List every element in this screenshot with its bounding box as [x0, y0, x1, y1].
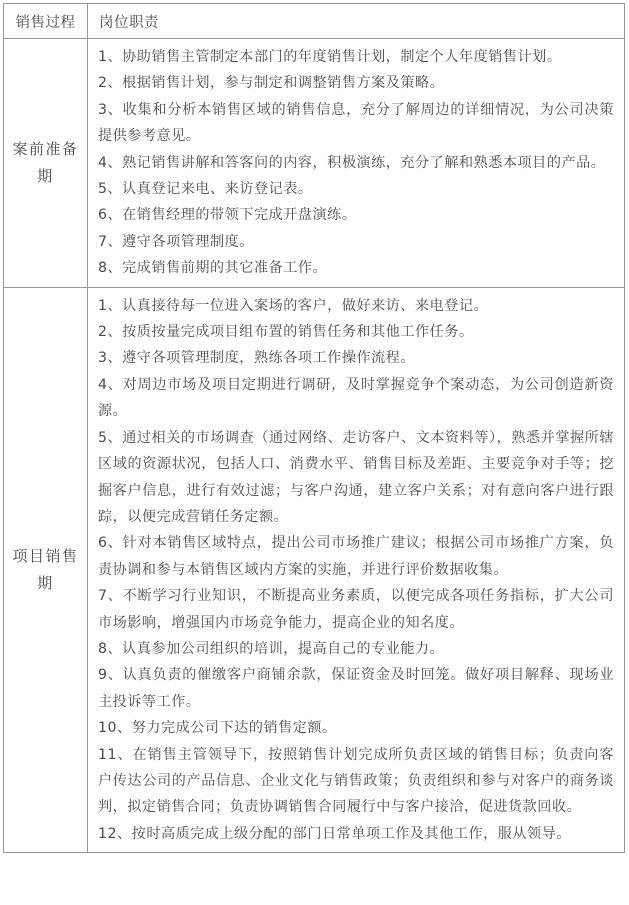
duty-item: 2、根据销售计划，参与制定和调整销售方案及策略。 [98, 75, 445, 92]
duty-item: 1、协助销售主管制定本部门的年度销售计划，制定个人年度销售计划。 [98, 49, 562, 65]
phase-label: 项目销售期 [4, 287, 88, 853]
duty-item: 6、在销售经理的带领下完成开盘演练。 [98, 207, 357, 224]
duty-item: 7、遵守各项管理制度。 [98, 233, 254, 250]
duty-item: 7、不断学习行业知识，不断提高业务素质，以便完成各项任务指标，扩大公司市场影响，增强国内市场竞争能力，提高企业的知名度。 [98, 588, 614, 631]
header-sales-process: 销售过程 [4, 4, 88, 39]
duty-item: 1、认真接待每一位进入案场的客户，做好来访、来电登记。 [98, 297, 489, 314]
duty-list [88, 39, 625, 288]
duty-item: 6、针对本销售区域特点，提出公司市场推广建议；根据公司市场推广方案，负责协调和参与本销售区域内方案的实施，并进行评价数据收集。 [98, 535, 614, 578]
duty-item: 2、按质按量完成项目组布置的销售任务和其他工作任务。 [98, 324, 474, 341]
table-row-pre-sales [4, 39, 625, 288]
duty-item: 3、收集和分析本销售区域的销售信息，充分了解周边的详细情况，为公司决策提供参考意见。 [98, 101, 614, 145]
duties-table [3, 3, 625, 853]
duty-item: 8、认真参加公司组织的培训，提高自己的专业能力。 [98, 640, 445, 657]
duty-item: 4、熟记销售讲解和答客问的内容，积极演练，充分了解和熟悉本项目的产品。 [98, 154, 606, 171]
duty-item: 3、遵守各项管理制度，熟练各项工作操作流程。 [98, 350, 416, 367]
duty-item: 12、按时高质完成上级分配的部门日常单项工作及其他工作，服从领导。 [98, 825, 571, 842]
duty-item: 10、努力完成公司下达的销售定额。 [98, 720, 337, 737]
duty-item: 5、认真登记来电、来访登记表。 [98, 181, 313, 198]
duty-item: 9、认真负责的催缴客户商铺余款，保证资金及时回笼。做好项目解释、现场业主投诉等工作。 [98, 667, 614, 710]
header-job-duties: 岗位职责 [88, 4, 625, 39]
table-header-row [4, 4, 625, 39]
duty-item: 5、通过相关的市场调查（通过网络、走访客户、文本资料等），熟悉并掌握所辖区域的资源状况，包括人口、消费水平、销售目标及差距、主要竞争对手等；挖掘客户信息，进行有效过滤；与客户沟通，建立客户关系；对有意向客户进行跟踪，以便完成营销任务定额。 [98, 429, 614, 525]
table-row-project-sales [4, 287, 625, 853]
duty-list [88, 287, 625, 853]
duty-item: 11、在销售主管领导下，按照销售计划完成所负责区域的销售目标；负责向客户传达公司的产品信息、企业文化与销售政策；负责组织和参与对客户的商务谈判，拟定销售合同；负责协调销售合同履行中与客户接洽，促进货款回收。 [98, 746, 614, 816]
duty-item: 4、对周边市场及项目定期进行调研，及时掌握竞争个案动态，为公司创造新资源。 [98, 376, 614, 420]
phase-label: 案前准备期 [4, 39, 88, 288]
duty-item: 8、完成销售前期的其它准备工作。 [98, 260, 328, 277]
